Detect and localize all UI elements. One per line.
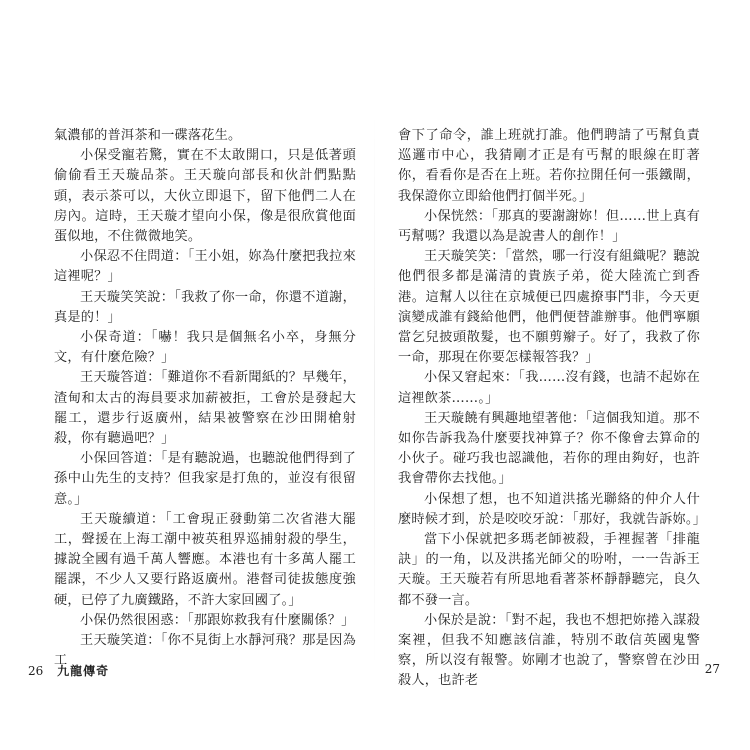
right-page-number: 27 xyxy=(704,662,720,676)
left-paragraph-3: 小保忍不住問道：「王小姐，妳為什麼把我拉來這裡呢？」 xyxy=(54,249,356,285)
right-paragraph-6: 小保想了想，也不知道洪搖光聯絡的仲介人什麼時候才到，於是咬咬牙說：「那好，我就告訴妳。」 xyxy=(398,491,707,527)
left-paragraph-6: 王天璇答道：「難道你不看新聞紙的？早幾年，渣甸和太古的海員要求加薪被拒，工會於是發起大罷工，還步行返廣州，結果被警察在沙田開槍射殺，你有聽過吧？」 xyxy=(54,370,356,447)
running-title: 九龍傳奇 xyxy=(57,664,110,678)
right-page-footer xyxy=(705,662,720,676)
right-paragraph-1: 會下了命令，誰上班就打誰。他們聘請了丐幫負責巡邏市中心，我猜剛才正是有丐幫的眼線在盯著你，看看你是否在上班。若你拉開任何一張鐵閘，我保證你立即給他們打個半死。」 xyxy=(398,128,700,204)
right-paragraph-4: 小保又窘起來：「我……沒有錢，也請不起妳在這裡飲茶……。」 xyxy=(398,370,700,406)
left-paragraph-4: 王天璇笑笑說：「我救了你一命，你還不道謝，真是的！」 xyxy=(54,289,356,325)
left-page-footer xyxy=(28,662,109,679)
right-paragraph-3: 王天璇笑笑：「當然，哪一行沒有組織呢？聽說他們很多都是滿清的貴族子弟，從大陸流亡到香港。這幫人以往在京城便已四處撩事鬥非，今天更演變成誰有錢給他們，他們便替誰辦事。他們寧願當乞兒披頭散髮，也不願剪辮子。好了，我救了你一命，那現在你要怎樣報答我？」 xyxy=(398,249,700,366)
right-paragraph-2: 小保恍然：「那真的要謝謝妳！但……世上真有丐幫嗎？我還以為是說書人的創作！」 xyxy=(398,208,700,245)
left-page xyxy=(54,126,356,671)
left-paragraph-9: 小保仍然很困惑：「那跟妳救我有什麼關係？」 xyxy=(80,612,355,628)
right-page xyxy=(398,126,707,692)
right-paragraph-8: 小保於是說：「對不起，我也不想把妳捲入謀殺案裡，但我不知應該信誰，特別不敢信英國鬼警察，所以沒有報警。妳剛才也說了，警察曾在沙田殺人，也許老 xyxy=(398,612,700,689)
right-paragraph-5: 王天璇饒有興趣地望著他：「這個我知道。那不如你告訴我為什麼要找神算子？你不像會去算命的小伙子。碰巧我也認識他，若你的理由夠好，也許我會帶你去找他。」 xyxy=(398,410,700,487)
left-paragraph-5: 小保奇道：「嚇！我只是個無名小卒，身無分文，有什麼危險？」 xyxy=(54,330,356,366)
left-page-number: 26 xyxy=(28,664,44,678)
right-paragraph-7: 當下小保就把多瑪老師被殺，手裡握著「排龍訣」的一角，以及洪搖光師父的吩咐，一一告訴王天璇。王天璇若有所思地看著茶杯靜靜聽完，良久都不發一言。 xyxy=(398,532,700,608)
left-paragraph-1: 氣濃郁的普洱茶和一碟落花生。 xyxy=(54,128,242,143)
left-paragraph-8: 王天璇續道：「工會現正發動第二次省港大罷工，聲援在上海工潮中被英租界巡捕射殺的學生，據說全國有過千萬人響應。本港也有十多萬人罷工罷課，不少人又要行路返廣州。港督司徒拔態度強硬，已停了九廣鐵路，不許大家回國了。」 xyxy=(54,511,356,608)
book-gutter xyxy=(374,110,375,670)
left-paragraph-7: 小保回答道：「是有聽說過，也聽說他們得到了孫中山先生的支持？但我家是打魚的，並沒有很留意。」 xyxy=(54,451,356,507)
left-paragraph-10: 王天璇笑道：「你不見街上水靜河飛？那是因為工 xyxy=(54,633,356,669)
left-paragraph-2: 小保受寵若驚，實在不太敢開口，只是低著頭偷偷看王天璇品茶。王天璇向部長和伙計們點點頭，表示茶可以，大伙立即退下，留下他們二人在房內。這時，王天璇才望向小保，像是很欣賞他面蛋似地，不住微微地笑。 xyxy=(54,148,356,245)
